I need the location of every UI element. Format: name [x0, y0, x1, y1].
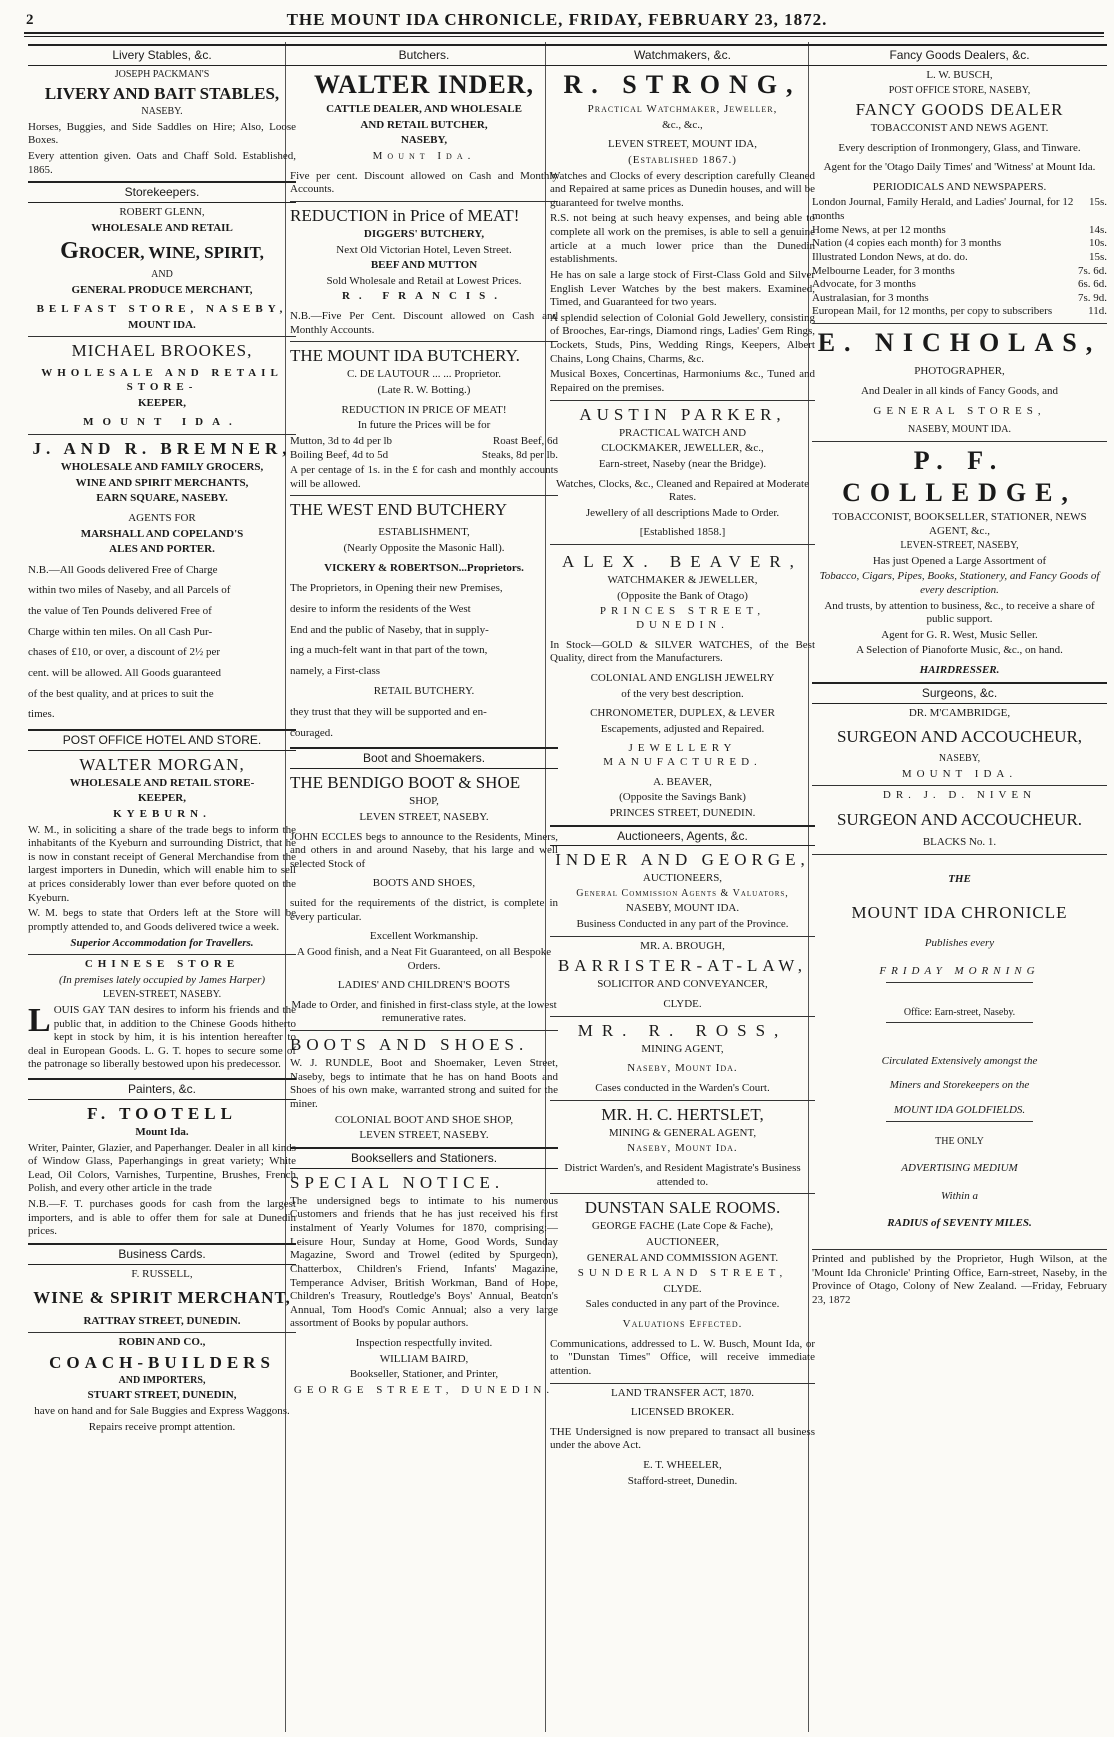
- ad-line: R. FRANCIS.: [341, 290, 507, 303]
- ad-line: ESTABLISHMENT,: [378, 526, 470, 539]
- ad-body: A Selection of Pianoforte Music, &c., on hand.: [856, 644, 1063, 657]
- ad-body: JOHN ECCLES begs to announce to the Residents, Miners, and others in and around Naseby, that his large and well selected Stock of: [290, 830, 558, 870]
- ad-body: In Stock—GOLD & SILVER WATCHES, of the Best Quality, direct from the Manufacturers.: [550, 638, 815, 665]
- ad-chinese-store: [28, 958, 296, 1074]
- ad-line: GEORGE FACHE (Late Cope & Fache),: [591, 1220, 774, 1233]
- ad-body: A splendid selection of Colonial Gold Jewellery, consisting of Brooches, Ear-rings, Diamond rings, Ladies' Gem Rings, Lockets, Studs, Pins, Wedding Rings, Keepers, Albert Chains, Long Chains, Charms, &c.: [550, 311, 815, 365]
- price-row: Mutton, 3d to 4d per lb Roast Beef, 6d: [290, 434, 558, 447]
- ad-body: LOUIS GAY TAN desires to inform his friends and the public that, in addition to the Chinese Goods hitherto kept in stock by him, it is his intention hereafter to deal in European Goods. L. G. T. hopes to secure some of the patronage so liberally bestowed upon his predecessor.: [28, 1001, 296, 1071]
- ad-beaver: [550, 551, 815, 820]
- ad-body: within two miles of Naseby, and all Parcels of: [28, 584, 231, 597]
- ad-body: R.S. not being at such heavy expenses, and being able to complete all work on the premises, is able to sell a genuine article at a much lower price than the Dunedin establishments.: [550, 212, 815, 266]
- ad-body: namely, a First-class: [290, 664, 381, 677]
- masthead: [0, 0, 1114, 40]
- ad-busch: [812, 69, 1107, 319]
- ad-line: LEVEN-STREET, NASEBY.: [102, 989, 222, 1001]
- price-row: Home News, at per 12 months 14s.: [812, 223, 1107, 236]
- ad-parker: [550, 404, 815, 540]
- ad-line: Next Old Victorian Hotel, Leven Street.: [336, 243, 512, 256]
- ad-title: WINE & SPIRIT MERCHANT,: [33, 1288, 291, 1308]
- ad-title: THE BENDIGO BOOT & SHOE: [290, 773, 521, 793]
- ad-body: N.B.—F. T. purchases goods for cash from the largest importers, and is able to offer them for sale at Dunedin prices.: [28, 1198, 296, 1238]
- ad-line: (Late R. W. Botting.): [377, 384, 471, 397]
- ad-line: RADIUS of SEVENTY MILES.: [887, 1217, 1032, 1230]
- ad-line: CLYDE.: [663, 1282, 702, 1295]
- ad-title: MR. H. C. HERTSLET,: [601, 1104, 764, 1124]
- ad-body: Jewellery of all descriptions Made to Order.: [585, 506, 780, 519]
- ad-title: WALTER MORGAN,: [79, 754, 245, 774]
- ad-title: CHINESE STORE: [84, 958, 240, 971]
- divider: [550, 544, 815, 545]
- ad-line: BLACKS No. 1.: [922, 836, 997, 848]
- ad-title: MICHAEL BROOKES,: [71, 341, 253, 361]
- ad-line: PERIODICALS AND NEWSPAPERS.: [872, 180, 1047, 193]
- ad-title: SPECIAL NOTICE.: [290, 1172, 505, 1192]
- ad-body: desire to inform the residents of the West: [290, 602, 471, 615]
- ad-chronicle: [812, 873, 1107, 1231]
- divider: [886, 1121, 1034, 1122]
- ad-body: W. J. RUNDLE, Boot and Shoemaker, Leven Street, Naseby, begs to intimate that he has on hand Boots and Shoes of his own make, warranted strong and suited for the miner.: [290, 1057, 558, 1110]
- ad-line: MARSHALL AND COPELAND'S: [80, 527, 244, 540]
- ad-body: times.: [28, 708, 55, 721]
- masthead-rule: [24, 32, 1104, 34]
- ad-bremner: [28, 438, 296, 722]
- ad-line: Circulated Extensively amongst the: [881, 1054, 1038, 1067]
- ad-line: Superior Accommodation for Travellers.: [70, 936, 254, 949]
- ad-body: cent. will be allowed. All Goods guaranteed: [28, 666, 222, 679]
- ad-line: Earn-street, Naseby (near the Bridge).: [598, 457, 767, 470]
- price-row: Illustrated London News, at do. do. 15s.: [812, 250, 1107, 263]
- ad-line: AUCTIONEER,: [645, 1235, 720, 1248]
- ad-title: ALEX. BEAVER,: [562, 552, 803, 572]
- ad-line: COLONIAL AND ENGLISH JEWELRY: [590, 671, 775, 684]
- ad-title: LIVERY AND BAIT STABLES,: [44, 84, 280, 104]
- ad-body: the value of Ten Pounds delivered Free of: [28, 605, 212, 618]
- ad-line: Practical Watchmaker, Jeweller,: [587, 103, 778, 116]
- page-number: 2: [26, 12, 34, 28]
- ad-title: THE WEST END BUTCHERY: [290, 500, 508, 520]
- ad-line: LADIES' AND CHILDREN'S BOOTS: [337, 979, 511, 992]
- ad-brookes: [28, 340, 296, 430]
- ad-line: (In premises lately occupied by James Harper): [58, 973, 266, 986]
- ad-inder: [290, 69, 558, 197]
- ad-title: R. STRONG,: [563, 69, 802, 99]
- section-heading: Livery Stables, &c.: [28, 44, 296, 66]
- ad-line: LEVEN STREET, NASEBY.: [359, 810, 489, 823]
- ad-line: WHOLESALE AND RETAIL STORE-: [69, 776, 255, 789]
- ad-line: VICKERY & ROBERTSON...Proprietors.: [324, 561, 524, 574]
- ad-line: [Established 1858.]: [639, 526, 726, 539]
- ad-body: W. M., in soliciting a share of the trade begs to inform the inhabitants of the Kyeburn and surrounding District, that he is now in constant receipt of General Merchandise from the largest importers in Dunedin, which will enable him to sell at prices considerably lower than ever before quoted on the Kyeburn.: [28, 823, 296, 904]
- ad-line: (Opposite the Savings Bank): [619, 791, 746, 804]
- section-heading: Fancy Goods Dealers, &c.: [812, 44, 1107, 66]
- ad-title: P. F. COLLEDGE,: [842, 445, 1077, 507]
- ad-body: Made to Order, and finished in first-class style, at the lowest remunerative rates.: [291, 998, 557, 1025]
- ad-name: ROBERT GLENN,: [119, 206, 205, 219]
- ad-body: W. M. begs to state that Orders left at the Store will be promptly attended to, and Goods delivered twice a week.: [28, 907, 296, 933]
- ad-body: A per centage of 1s. in the £ for cash and monthly accounts will be allowed.: [290, 464, 558, 490]
- divider: [812, 323, 1107, 324]
- ad-name: MR. A. BROUGH,: [640, 939, 725, 952]
- ad-body: End and the public of Naseby, that in supply-: [290, 623, 489, 636]
- ad-wheeler: [550, 1387, 815, 1489]
- ad-body: Watches, Clocks, &c., Cleaned and Repaired at Moderate Rates.: [556, 477, 809, 504]
- ad-line: Naseby, Mount Ida.: [627, 1142, 738, 1155]
- ad-robin: [28, 1336, 296, 1434]
- ad-line: LEVEN STREET, NASEBY.: [359, 1129, 489, 1142]
- ad-line: Escapements, adjusted and Repaired.: [600, 722, 765, 735]
- ad-line: NASEBY,: [938, 753, 981, 765]
- ad-line: FRIDAY MORNING: [879, 964, 1040, 977]
- ad-line: RATTRAY STREET, DUNEDIN.: [83, 1314, 241, 1327]
- ad-line: PRACTICAL WATCH AND: [618, 426, 747, 439]
- ad-line: MOUNT IDA.: [901, 767, 1018, 780]
- ad-line: Publishes every: [924, 937, 995, 950]
- price-row: Advocate, for 3 months 6s. 6d.: [812, 278, 1107, 291]
- column-1: [28, 42, 296, 1732]
- ad-body: suited for the requirements of the district, is complete in every particular.: [290, 897, 558, 923]
- ad-body: Sales conducted in any part of the Province.: [585, 1298, 780, 1311]
- divider: [812, 441, 1107, 442]
- ad-line: STUART STREET, DUNEDIN,: [87, 1389, 237, 1402]
- ad-line: Valuations Effected.: [622, 1318, 743, 1331]
- ad-line: LICENSED BROKER.: [630, 1406, 735, 1419]
- divider: [28, 434, 296, 435]
- ad-name: ROBIN AND CO.,: [118, 1336, 206, 1349]
- ad-line: E. T. WHEELER,: [643, 1459, 722, 1472]
- ad-body: couraged.: [290, 726, 334, 739]
- ad-body: Musical Boxes, Concertinas, Harmoniums &c., Tuned and Repaired on the premises.: [550, 368, 815, 394]
- column-4: [812, 42, 1107, 1732]
- ad-line: LEVEN-STREET, NASEBY,: [900, 540, 1019, 552]
- ad-body: Charge within ten miles. On all Cash Pur-: [28, 625, 213, 638]
- price-row: European Mail, for 12 months, per copy to subscribers 11d.: [812, 305, 1107, 318]
- ad-line: AND RETAIL BUTCHER,: [360, 118, 488, 131]
- ad-body: Every description of Ironmongery, Glass, and Tinware.: [838, 141, 1081, 154]
- ad-mount-ida-butchery: [290, 345, 558, 491]
- ad-line: Stafford-street, Dunedin.: [627, 1474, 738, 1487]
- ad-line: WINE AND SPIRIT MERCHANTS,: [75, 476, 249, 489]
- ad-title: REDUCTION in Price of MEAT!: [290, 205, 520, 225]
- ad-line: SOLICITOR AND CONVEYANCER,: [597, 978, 768, 991]
- ad-line: Office: Earn-street, Naseby.: [903, 1006, 1016, 1018]
- ad-line: A. BEAVER,: [653, 775, 712, 788]
- ad-line: CATTLE DEALER, AND WHOLESALE: [326, 103, 522, 116]
- ad-line: COLONIAL BOOT AND SHOE SHOP,: [334, 1113, 514, 1126]
- ad-glenn: [28, 206, 296, 332]
- ad-line: ADVERTISING MEDIUM: [901, 1162, 1018, 1175]
- divider: [290, 201, 558, 202]
- ad-title: BOOTS AND SHOES.: [290, 1035, 529, 1055]
- divider: [28, 1332, 296, 1333]
- drop-cap: L: [28, 1001, 51, 1039]
- price-row: Boiling Beef, 4d to 5d Steaks, 8d per lb.: [290, 448, 558, 461]
- ad-body: ing a much-felt want in that part of the town,: [290, 644, 488, 657]
- divider: [812, 785, 1107, 786]
- ad-body: And trusts, by attention to business, &c., to receive a share of public support.: [824, 599, 1095, 626]
- ad-title: LAND TRANSFER ACT, 1870.: [611, 1386, 754, 1399]
- ad-title: COACH-BUILDERS: [49, 1352, 275, 1372]
- ad-bendigo: [290, 772, 558, 1026]
- section-heading: Booksellers and Stationers.: [290, 1147, 558, 1169]
- ad-title: MR. R. ROSS,: [577, 1020, 788, 1040]
- ad-line: GENERAL AND COMMISSION AGENT.: [586, 1251, 779, 1264]
- ad-line: Inspection respectfully invited.: [355, 1337, 493, 1350]
- divider: [550, 1383, 815, 1384]
- ad-body: of the best quality, and at prices to suit the: [28, 687, 214, 700]
- ad-body: N.B.—All Goods delivered Free of Charge: [28, 563, 218, 576]
- ad-line: AUCTIONEERS,: [642, 872, 723, 885]
- ad-niven: [812, 789, 1107, 849]
- ad-title: DUNSTAN SALE ROOMS.: [584, 1198, 781, 1218]
- ad-body: THE Undersigned is now prepared to transact all business under the above Act.: [550, 1425, 815, 1452]
- ad-line: WHOLESALE AND FAMILY GROCERS,: [60, 461, 264, 474]
- ad-line: Sold Wholesale and Retail at Lowest Prices.: [326, 274, 522, 287]
- ad-line: POST OFFICE STORE, NASEBY,: [888, 84, 1031, 96]
- ad-line: LEVEN STREET, MOUNT IDA,: [608, 138, 757, 151]
- ad-line: THE ONLY: [935, 1135, 984, 1147]
- ad-morgan: [28, 754, 296, 951]
- ad-nicholas: [812, 327, 1107, 437]
- ad-line: EARN SQUARE, NASEBY.: [96, 492, 228, 505]
- ad-title: E. NICHOLAS,: [817, 328, 1102, 358]
- divider: [550, 400, 815, 401]
- ad-name: DR. J. D. NIVEN: [882, 789, 1037, 802]
- section-heading: POST OFFICE HOTEL AND STORE.: [28, 729, 296, 751]
- ad-line: (Established 1867.): [628, 153, 737, 166]
- ad-name: F. RUSSELL,: [131, 1267, 193, 1280]
- ad-ross: [550, 1020, 815, 1096]
- ad-line: JEWELLERY MANUFACTURED.: [603, 742, 762, 769]
- ad-body: The Proprietors, in Opening their new Premises,: [290, 582, 503, 595]
- ad-place: NASEBY.: [141, 106, 183, 118]
- divider: [290, 341, 558, 342]
- ad-line: NASEBY, MOUNT IDA.: [625, 902, 740, 915]
- column-3: [550, 42, 815, 1732]
- ad-line: KEEPER,: [138, 792, 186, 805]
- ad-line: REDUCTION IN PRICE OF MEAT!: [341, 403, 507, 416]
- ad-line: Miners and Storekeepers on the: [889, 1078, 1030, 1091]
- ad-title: BARRISTER-AT-LAW,: [557, 956, 808, 976]
- ad-west-end-butchery: [290, 499, 558, 740]
- divider: [290, 1030, 558, 1031]
- divider: [886, 1022, 1034, 1023]
- price-row: Nation (4 copies each month) for 3 months 10s.: [812, 237, 1107, 250]
- ad-line: MOUNT IDA.: [83, 416, 241, 429]
- ad-name: L. W. BUSCH,: [926, 68, 993, 81]
- ad-line: WATCHMAKER & JEWELLER,: [607, 574, 758, 587]
- ad-name: JOSEPH PACKMAN'S: [114, 68, 210, 80]
- ad-body: Business Conducted in any part of the Province.: [576, 918, 789, 931]
- ad-line: Excellent Workmanship.: [369, 930, 479, 943]
- ad-line: TOBACCONIST AND NEWS AGENT.: [870, 121, 1049, 134]
- ad-body: chases of £10, or over, a discount of 2½ per: [28, 646, 221, 659]
- ad-body: Writer, Painter, Glazier, and Paperhanger. Dealer in all kinds of Window Glass, Paperhangings in great variety; White Lead, Oil Colors, Varnishes, Turpentine, Brushes, French Polish, and every other article in the trade: [28, 1141, 296, 1195]
- masthead-title: THE MOUNT IDA CHRONICLE, FRIDAY, FEBRUARY 23, 1872.: [286, 10, 828, 29]
- ad-line: HAIRDRESSER.: [919, 664, 1000, 677]
- ad-title: GROCER, WINE, SPIRIT,: [60, 238, 264, 265]
- ad-body: Repairs receive prompt attention.: [88, 1420, 236, 1433]
- ad-body: Five per cent. Discount allowed on Cash and Monthly Accounts.: [290, 169, 558, 196]
- ad-line: of the very best description.: [621, 687, 744, 700]
- ad-body: District Warden's, and Resident Magistrate's Business attended to.: [564, 1161, 801, 1188]
- ad-line: PHOTOGRAPHER,: [914, 365, 1005, 378]
- column-2: [290, 42, 558, 1732]
- ad-line: Naseby, Mount Ida.: [627, 1062, 738, 1075]
- ad-line: CLOCKMAKER, JEWELLER, &c.,: [601, 442, 764, 455]
- ad-inder-george: [550, 849, 815, 931]
- divider: [886, 982, 1034, 983]
- ad-title: THE MOUNT IDA BUTCHERY.: [290, 346, 520, 366]
- ad-line: SHOP,: [409, 795, 439, 808]
- ad-name: DR. M'CAMBRIDGE,: [908, 706, 1011, 719]
- section-heading: Butchers.: [290, 44, 558, 66]
- ad-line: THE: [948, 872, 971, 885]
- ad-body: Has just Opened a Large Assortment of: [872, 554, 1047, 567]
- divider: [550, 936, 815, 937]
- ad-line: PRINCES STREET, DUNEDIN.: [609, 806, 756, 819]
- ad-line: GENERAL PRODUCE MERCHANT,: [71, 283, 253, 296]
- ad-body: have on hand and for Sale Buggies and Express Waggons.: [34, 1404, 290, 1417]
- ad-line: DIGGERS' BUTCHERY,: [363, 227, 485, 240]
- ad-body: Tobacco, Cigars, Pipes, Books, Stationery, and Fancy Goods of every description.: [819, 570, 1100, 596]
- ad-strong: [550, 69, 815, 396]
- ad-body: Every attention given. Oats and Chaff Sold. Established, 1865.: [28, 149, 296, 176]
- price-row: London Journal, Family Herald, and Ladies' Journal, for 12 months 15s.: [812, 196, 1107, 223]
- ad-line: AND IMPORTERS,: [118, 1374, 206, 1386]
- ad-rundle: [290, 1034, 558, 1143]
- divider: [28, 954, 296, 955]
- ad-line: (Opposite the Bank of Otago): [617, 589, 748, 602]
- ad-line: KEEPER,: [138, 396, 186, 409]
- section-heading: Painters, &c.: [28, 1078, 296, 1100]
- ad-packman: [28, 69, 296, 177]
- ad-colledge: [812, 445, 1107, 678]
- ad-line: CHRONOMETER, DUPLEX, & LEVER: [590, 707, 775, 720]
- ad-fache: [550, 1197, 815, 1378]
- ad-title: INDER AND GEORGE,: [555, 850, 810, 870]
- masthead-rule: [24, 36, 1104, 37]
- ad-line: MOUNT IDA GOLDFIELDS.: [893, 1104, 1026, 1117]
- ad-russell: [28, 1268, 296, 1328]
- section-heading: Surgeons, &c.: [812, 682, 1107, 704]
- section-heading: Auctioneers, Agents, &c.: [550, 825, 815, 847]
- ad-line: A Good finish, and a Neat Fit Guaranteed, on all Bespoke Orders.: [296, 945, 552, 972]
- ad-title: WALTER INDER,: [313, 69, 535, 99]
- ad-title: AUSTIN PARKER,: [579, 404, 786, 424]
- ad-notice: [28, 564, 296, 722]
- ad-title: J. AND R. BREMNER,: [32, 438, 292, 458]
- divider: [550, 1193, 815, 1194]
- ad-line: MINING & GENERAL AGENT,: [608, 1126, 757, 1139]
- ad-body: N.B.—Five Per Cent. Discount allowed on Cash and Monthly Accounts.: [290, 310, 558, 336]
- ad-line: Mount Ida.: [135, 1125, 189, 1138]
- ad-body: Cases conducted in the Warden's Court.: [595, 1082, 770, 1095]
- ad-line: (Nearly Opposite the Masonic Hall).: [343, 542, 505, 555]
- ad-line: GEORGE STREET, DUNEDIN.: [293, 1383, 555, 1396]
- ad-line: MOUNT IDA.: [128, 318, 196, 331]
- ad-brough: [550, 940, 815, 1012]
- ad-line: PRINCES STREET, DUNEDIN.: [599, 605, 766, 632]
- ad-line: WHOLESALE AND RETAIL: [91, 221, 233, 234]
- ad-title: F. TOOTELL: [87, 1103, 237, 1123]
- ad-body: Communications, addressed to L. W. Busch, Mount Ida, or to "Dunstan Times" Office, will receive immediate attention.: [550, 1337, 815, 1377]
- ad-line: Mount Ida.: [372, 149, 476, 162]
- ad-line: SUNDERLAND STREET,: [577, 1267, 788, 1280]
- ad-notice: [290, 582, 558, 740]
- ad-line: And Dealer in all kinds of Fancy Goods, and: [860, 384, 1059, 397]
- ad-line: AGENTS FOR: [128, 511, 196, 524]
- ad-line: Within a: [941, 1189, 978, 1202]
- ad-title: SURGEON AND ACCOUCHEUR.: [836, 809, 1083, 829]
- ad-line: NASEBY, MOUNT IDA.: [908, 424, 1011, 436]
- ad-line: BEEF AND MUTTON: [370, 259, 478, 272]
- ad-line: GENERAL STORES,: [873, 404, 1046, 417]
- ad-baird: [290, 1172, 558, 1398]
- section-heading: Storekeepers.: [28, 181, 296, 203]
- ad-line: KYEBURN.: [113, 807, 211, 820]
- ad-line: C. DE LAUTOUR ... ... Proprietor.: [346, 368, 502, 381]
- price-row: Australasian, for 3 months 7s. 9d.: [812, 291, 1107, 304]
- ad-mccambridge: [812, 707, 1107, 782]
- ad-body: The undersigned begs to intimate to his numerous Customers and friends that he has just received his first instalment of Yearly Volumes for 1870, comprising:—Leisure Hour, Sunday at Home, Good Words, Sunday Magazine, Sword and Trowel (edited by Spurgeon), Chatterbox, Children's Friend, Infants' Magazine, Temperance Adviser, British Workman, Band of Hope, Children's Treasury, Routledge's Boys' Annual, Beaton's Annual, Tom Hood's Comic Annual; also a very large assortment of Books by popular authors.: [290, 1194, 558, 1330]
- divider: [550, 1016, 815, 1017]
- section-heading: Business Cards.: [28, 1243, 296, 1265]
- ad-body: Agent for G. R. West, Music Seller.: [881, 628, 1038, 641]
- ad-line: Bookseller, Stationer, and Printer,: [349, 1368, 499, 1381]
- ad-line: General Commission Agents & Valuators,: [576, 888, 789, 900]
- ad-body: He has on sale a large stock of First-Class Gold and Silver English Lever Watches by the best makers. Examined, Timed, and Guaranteed for two years.: [550, 268, 815, 309]
- ad-body: they trust that they will be supported and en-: [290, 706, 487, 719]
- divider: [812, 1249, 1107, 1250]
- ad-line: ALES AND PORTER.: [109, 543, 215, 556]
- ad-line: NASEBY,: [400, 134, 448, 147]
- ad-line: WHOLESALE AND RETAIL STORE-: [41, 367, 283, 394]
- ad-line: &c., &c.,: [662, 118, 703, 131]
- ad-line: MINING AGENT,: [641, 1042, 724, 1055]
- ad-body: Horses, Buggies, and Side Saddles on Hire; Also, Loose Boxes.: [28, 120, 296, 147]
- section-heading: Boot and Shoemakers.: [290, 747, 558, 769]
- section-heading: Watchmakers, &c.: [550, 44, 815, 66]
- ad-line: BOOTS AND SHOES,: [372, 877, 476, 890]
- divider: [28, 336, 296, 337]
- ad-line: AND: [151, 269, 173, 281]
- divider: [812, 854, 1107, 855]
- ad-line: In future the Prices will be for: [357, 419, 491, 432]
- ad-line: WILLIAM BAIRD,: [379, 1352, 469, 1365]
- ad-body: Agent for the 'Otago Daily Times' and 'Witness' at Mount Ida.: [823, 161, 1096, 174]
- ad-body: RETAIL BUTCHERY.: [373, 685, 475, 698]
- ad-title: MOUNT IDA CHRONICLE: [851, 903, 1068, 923]
- ad-title: SURGEON AND ACCOUCHEUR,: [836, 727, 1083, 747]
- divider: [550, 1100, 815, 1101]
- ad-body: Watches and Clocks of every description carefully Cleaned and Repaired at same prices as Dunedin houses, and will be guaranteed for twelve months.: [550, 169, 815, 209]
- price-row: Melbourne Leader, for 3 months 7s. 6d.: [812, 264, 1107, 277]
- imprint: Printed and published by the Proprietor, Hugh Wilson, at the 'Mount Ida Chronicle' Printing Office, Earn-street, Naseby, in the Province of Otago, Colony of New Zealand. —Friday, February 23, 1872: [812, 1253, 1107, 1306]
- ad-francis: [290, 205, 558, 337]
- ad-line: CLYDE.: [663, 998, 702, 1011]
- divider: [290, 495, 558, 496]
- ad-tootell: [28, 1103, 296, 1239]
- ad-title: FANCY GOODS DEALER: [855, 99, 1064, 119]
- ad-hertslet: [550, 1104, 815, 1190]
- ad-line: BELFAST STORE, NASEBY,: [36, 303, 288, 316]
- ad-line: TOBACCONIST, BOOKSELLER, STATIONER, NEWS AGENT, &c.,: [832, 511, 1087, 537]
